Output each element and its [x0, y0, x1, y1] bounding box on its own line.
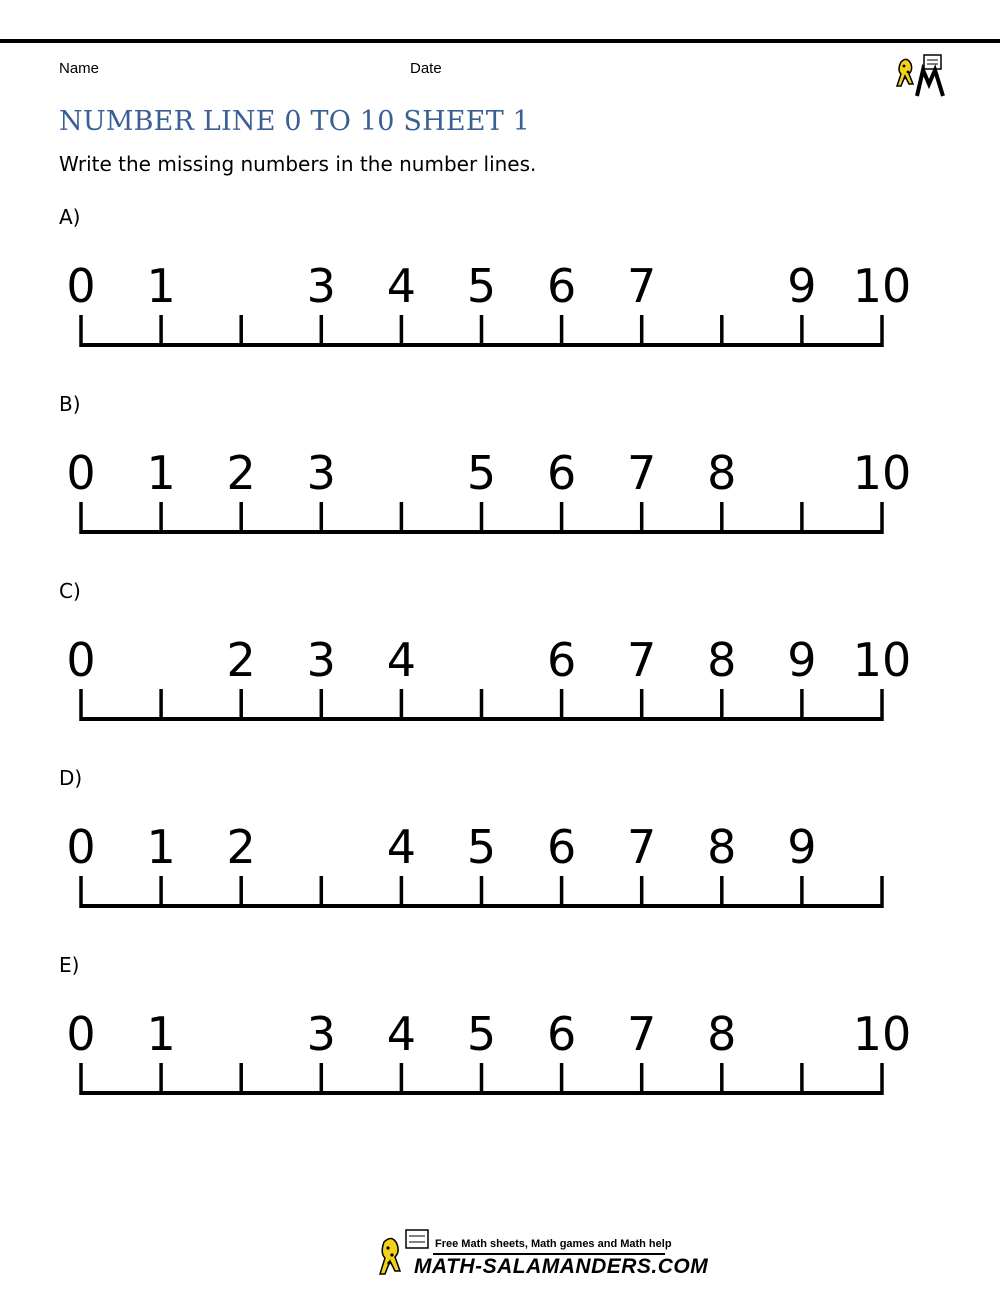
- page-title: NUMBER LINE 0 TO 10 SHEET 1: [59, 106, 531, 137]
- number-label: 3: [306, 446, 336, 500]
- number-label: 7: [627, 1007, 657, 1061]
- number-label: 7: [627, 259, 657, 313]
- number-line-section: [0, 392, 1000, 552]
- number-label: 0: [66, 633, 96, 687]
- number-label: 5: [466, 446, 497, 500]
- number-label: 6: [546, 820, 577, 874]
- number-line-section: [0, 579, 1000, 739]
- number-label: 6: [546, 259, 577, 313]
- number-line: [0, 579, 1000, 739]
- number-label: 8: [707, 1007, 737, 1061]
- footer-logo: [378, 1228, 709, 1288]
- number-label: 5: [466, 820, 497, 874]
- number-line: [0, 766, 1000, 926]
- number-label: 0: [66, 1007, 96, 1061]
- number-label: 8: [707, 446, 737, 500]
- number-label: 1: [146, 259, 176, 313]
- number-label: 3: [306, 1007, 336, 1061]
- section-label: D): [59, 766, 83, 790]
- number-label: 1: [146, 446, 176, 500]
- footer-tagline: Free Math sheets, Math games and Math help: [435, 1238, 672, 1250]
- number-label: 7: [627, 820, 657, 874]
- number-label: 0: [66, 820, 96, 874]
- number-line: [0, 392, 1000, 552]
- number-label: 1: [146, 820, 176, 874]
- salamander-logo-icon: [893, 52, 951, 98]
- number-label: 7: [627, 633, 657, 687]
- number-line: [0, 205, 1000, 365]
- instructions: Write the missing numbers in the number lines.: [59, 152, 537, 176]
- number-line-section: [0, 766, 1000, 926]
- number-label: 0: [66, 259, 96, 313]
- number-label: 9: [787, 259, 817, 313]
- number-label: 1: [146, 1007, 176, 1061]
- number-label: 4: [386, 633, 417, 687]
- number-label: 9: [787, 820, 817, 874]
- number-label: 5: [466, 1007, 497, 1061]
- number-label: 9: [787, 633, 817, 687]
- number-label: 6: [546, 446, 577, 500]
- number-label: 6: [546, 1007, 577, 1061]
- date-label: Date: [410, 60, 442, 77]
- section-label: A): [59, 205, 81, 229]
- number-line: [0, 953, 1000, 1113]
- number-label: 8: [707, 633, 737, 687]
- number-label: 4: [386, 1007, 417, 1061]
- number-label: 3: [306, 633, 336, 687]
- number-label: 7: [627, 446, 657, 500]
- number-label: 6: [546, 633, 577, 687]
- number-line-section: [0, 953, 1000, 1113]
- number-label: 10: [852, 1007, 912, 1061]
- number-label: 0: [66, 446, 96, 500]
- number-label: 2: [226, 820, 256, 874]
- number-label: 2: [226, 633, 256, 687]
- number-label: 10: [852, 259, 912, 313]
- number-label: 3: [306, 259, 336, 313]
- top-rule: [0, 39, 1000, 43]
- number-label: 10: [852, 446, 912, 500]
- number-label: 4: [386, 820, 417, 874]
- number-label: 4: [386, 259, 417, 313]
- number-label: 8: [707, 820, 737, 874]
- footer-site-link[interactable]: MATH-SALAMANDERS.COM: [414, 1255, 709, 1278]
- section-label: B): [59, 392, 81, 416]
- section-label: C): [59, 579, 81, 603]
- number-label: 2: [226, 446, 256, 500]
- name-label: Name: [59, 60, 100, 77]
- number-label: 5: [466, 259, 497, 313]
- number-label: 10: [852, 633, 912, 687]
- section-label: E): [59, 953, 80, 977]
- number-line-section: [0, 205, 1000, 365]
